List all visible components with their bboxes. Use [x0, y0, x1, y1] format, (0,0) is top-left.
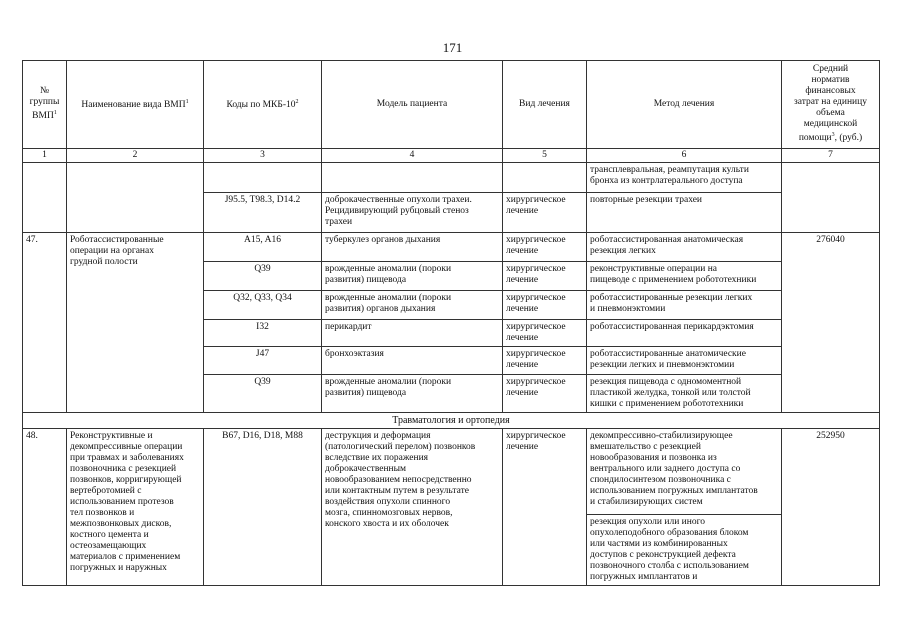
column-numbers-row: [23, 149, 880, 163]
cell-model: доброкачественные опухоли трахеи. Рецидивирующий рубцовый стеноз трахеи: [322, 193, 503, 233]
cell-method: резекция опухоли или иного опухолеподобного образования блоком или частями из комбинированных доступов с реконструкцией дефекта позвоночного столба с использованием погружных имплантатов и: [587, 515, 782, 586]
cell-model: перикардит: [322, 320, 503, 347]
cell-name: [67, 163, 204, 233]
col-num: 2: [67, 149, 204, 163]
cell-mkb: Q39: [204, 262, 322, 291]
cell-method: роботассистированные резекции легких и пневмонэктомии: [587, 291, 782, 320]
cell-cost: 276040: [782, 233, 880, 413]
cell-vid: хирургическое лечение: [503, 347, 587, 375]
cell-mkb: A15, A16: [204, 233, 322, 262]
vmp-table: [22, 60, 880, 586]
cell-method: резекция пищевода с одномоментной пластикой желудка, тонкой или толстой кишки с применением робототехники: [587, 375, 782, 413]
cell-model: туберкулез органов дыхания: [322, 233, 503, 262]
cell-vid: хирургическое лечение: [503, 262, 587, 291]
cell-method: роботассистированная перикардэктомия: [587, 320, 782, 347]
col-num: 5: [503, 149, 587, 163]
cell-model: врожденные аномалии (пороки развития) пищевода: [322, 375, 503, 413]
col-num: 6: [587, 149, 782, 163]
cell-method: повторные резекции трахеи: [587, 193, 782, 233]
cell-mkb: B67, D16, D18, M88: [204, 429, 322, 586]
cell-vid: [503, 163, 587, 193]
header-vid: Вид лечения: [503, 61, 587, 149]
cell-mkb: [204, 163, 322, 193]
col-num: 4: [322, 149, 503, 163]
cell-vid: хирургическое лечение: [503, 429, 587, 586]
header-method: Метод лечения: [587, 61, 782, 149]
section-title: Травматология и ортопедия: [23, 413, 880, 429]
cell-mkb: Q32, Q33, Q34: [204, 291, 322, 320]
cell-method: роботассистированные анатомические резекции легких и пневмонэктомии: [587, 347, 782, 375]
cell-num: 48.: [23, 429, 67, 586]
cell-name: Реконструктивные и декомпрессивные операции при травмах и заболеваниях позвоночника с резекцией позвонков, корригирующей вертебротомией с использованием протезов тел позвонков и межпозвонковых дисков, костного цемента и остеозамещающих материалов с применением погружных и наружных: [67, 429, 204, 586]
header-model: Модель пациента: [322, 61, 503, 149]
cell-mkb: Q39: [204, 375, 322, 413]
header-row: [23, 61, 880, 149]
col-num: 1: [23, 149, 67, 163]
cell-cost: 252950: [782, 429, 880, 586]
cell-model: бронхоэктазия: [322, 347, 503, 375]
table-row: [23, 163, 880, 193]
cell-vid: хирургическое лечение: [503, 193, 587, 233]
cell-method: реконструктивные операции на пищеводе с применением робототехники: [587, 262, 782, 291]
header-num: № группы ВМП$^1$: [23, 61, 67, 149]
cell-method: роботассистированная анатомическая резекция легких: [587, 233, 782, 262]
cell-mkb: I32: [204, 320, 322, 347]
header-name: Наименование вида ВМП$^1$: [67, 61, 204, 149]
cell-name: Роботассистированные операции на органах грудной полости: [67, 233, 204, 413]
cell-vid: хирургическое лечение: [503, 233, 587, 262]
cell-mkb: J95.5, T98.3, D14.2: [204, 193, 322, 233]
page-number: 171: [442, 40, 463, 55]
col-num: 3: [204, 149, 322, 163]
cell-num: [23, 163, 67, 233]
cell-vid: хирургическое лечение: [503, 375, 587, 413]
cell-method: декомпрессивно-стабилизирующее вмешательство с резекцией новообразования и позвонка из вентрального или заднего доступа со спондилосинтезом позвоночника с использованием погружных имплантатов и стабилизирующих систем: [587, 429, 782, 515]
cell-mkb: J47: [204, 347, 322, 375]
cell-model: врожденные аномалии (пороки развития) пищевода: [322, 262, 503, 291]
col-num: 7: [782, 149, 880, 163]
cell-model: [322, 163, 503, 193]
cell-vid: хирургическое лечение: [503, 320, 587, 347]
header-mkb: Коды по МКБ-$10^2$: [204, 61, 322, 149]
table-row: [23, 429, 880, 515]
cell-num: 47.: [23, 233, 67, 413]
cell-model: врожденные аномалии (пороки развития) органов дыхания: [322, 291, 503, 320]
table-row: [23, 233, 880, 262]
header-cost: Средний норматив финансовых затрат на единицу объема медицинской помощи$^3$, (руб.): [782, 61, 880, 149]
cell-vid: хирургическое лечение: [503, 291, 587, 320]
cell-cost: [782, 163, 880, 233]
section-row: [23, 413, 880, 429]
cell-model: деструкция и деформация (патологический перелом) позвонков вследствие их поражения доброкачественным новообразованием непосредственно или контактным путем в результате воздействия опухоли спинного мозга, спинномозговых нервов, конского хвоста и их оболочек: [322, 429, 503, 586]
cell-method: трансплевральная, реампутация культи бронха из контрлатерального доступа: [587, 163, 782, 193]
